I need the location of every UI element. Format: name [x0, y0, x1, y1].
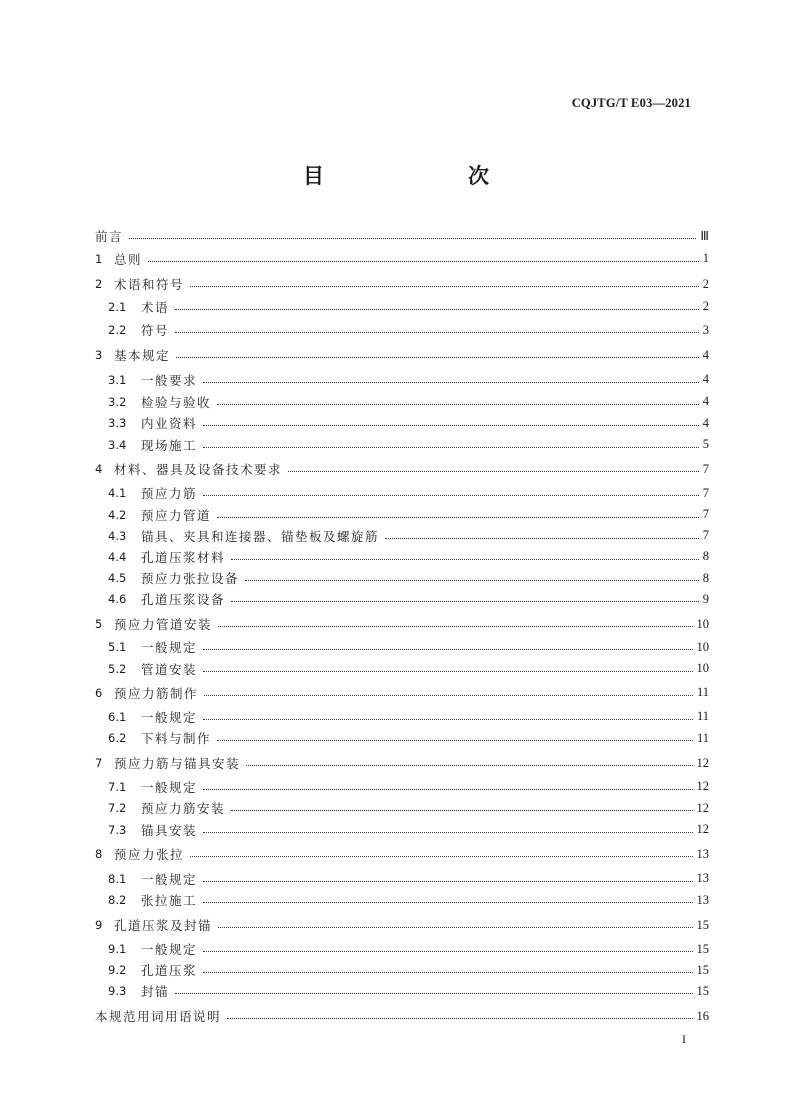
toc-page-number: 13 — [696, 846, 709, 861]
toc-section-entry[interactable] — [95, 249, 709, 269]
toc-entry-title: 孔道压浆材料 — [141, 549, 226, 565]
toc-entry-number: 5 — [95, 617, 103, 631]
toc-entry-number: 9.1 — [108, 942, 127, 956]
toc-entry-title: 现场施工 — [141, 437, 198, 453]
toc-entry-title: 预应力张拉 — [114, 847, 185, 862]
dot-leader — [190, 856, 692, 857]
toc-entry-number: 2.2 — [108, 323, 127, 337]
toc-entry-number: 3.2 — [108, 394, 127, 409]
toc-entry-number: 9.3 — [108, 984, 127, 998]
toc-page-number: 11 — [696, 685, 709, 699]
dot-leader — [203, 881, 692, 882]
toc-entry-title: 孔道压浆 — [141, 963, 198, 978]
toc-subsection-entry[interactable] — [108, 820, 709, 840]
toc-subsection-entry[interactable] — [108, 869, 709, 889]
toc-entry-title: 一般要求 — [141, 372, 198, 388]
toc-page-number: 8 — [702, 570, 709, 585]
toc-entry-title: 预应力筋安装 — [141, 801, 226, 816]
dot-leader — [203, 447, 699, 448]
toc-entry-title: 孔道压浆及封锚 — [114, 918, 213, 933]
toc-entry-title: 本规范用词用语说明 — [95, 1009, 222, 1024]
dot-leader — [217, 517, 699, 518]
toc-section-entry[interactable] — [95, 226, 709, 246]
toc-entry-number: 6.1 — [108, 709, 127, 724]
toc-subsection-entry[interactable] — [108, 981, 709, 1001]
toc-page-number: 15 — [696, 962, 709, 977]
dot-leader — [246, 765, 692, 766]
toc-entry-title: 预应力管道 — [141, 507, 212, 523]
toc-entry-number: 4.2 — [108, 507, 127, 522]
page-title: 目 次 — [303, 163, 523, 188]
toc-page-number: 12 — [696, 779, 709, 793]
dot-leader — [203, 382, 699, 383]
dot-leader — [203, 951, 692, 952]
toc-entry-title: 锚具安装 — [141, 822, 198, 838]
dot-leader — [204, 695, 693, 696]
toc-subsection-entry[interactable] — [108, 960, 709, 980]
toc-subsection-entry[interactable] — [108, 637, 709, 657]
toc-entry-number: 8 — [95, 847, 103, 861]
toc-entry-number: 4.1 — [108, 486, 127, 500]
page-number: I — [682, 1032, 686, 1046]
dot-leader — [203, 719, 693, 720]
toc-page-number: 13 — [696, 892, 709, 907]
dot-leader — [231, 810, 692, 811]
toc-entry-title: 符号 — [141, 323, 170, 338]
toc-subsection-entry[interactable] — [108, 890, 709, 910]
toc-entry-number: 9 — [95, 918, 103, 932]
toc-page-number: 15 — [696, 917, 709, 932]
toc-entry-number: 3.3 — [108, 416, 127, 430]
dot-leader — [385, 538, 699, 539]
toc-subsection-entry[interactable] — [108, 435, 709, 455]
toc-entry-number: 8.1 — [108, 871, 127, 886]
toc-section-entry[interactable] — [95, 345, 709, 365]
toc-entry-title: 一般规定 — [141, 779, 198, 795]
toc-page-number: 2 — [702, 299, 709, 313]
toc-subsection-entry[interactable] — [108, 413, 709, 433]
toc-entry-title: 张拉施工 — [141, 893, 198, 908]
toc-entry-number: 7.1 — [108, 779, 127, 794]
toc-subsection-entry[interactable] — [108, 798, 709, 818]
dot-leader — [203, 495, 699, 496]
toc-entry-title: 管道安装 — [141, 661, 198, 677]
toc-entry-number: 3 — [95, 348, 103, 362]
toc-page-number: 16 — [696, 1008, 709, 1023]
toc-entry-title: 预应力筋 — [141, 486, 198, 501]
toc-page-number: 15 — [696, 983, 709, 998]
toc-subsection-entry[interactable] — [108, 483, 709, 503]
toc-subsection-entry[interactable] — [108, 659, 709, 679]
toc-page-number: 1 — [702, 251, 709, 266]
toc-entry-number: 4.3 — [108, 528, 127, 543]
toc-subsection-entry[interactable] — [108, 392, 709, 412]
toc-page-number: 2 — [702, 276, 709, 291]
dot-leader — [129, 238, 696, 239]
toc-entry-title: 预应力筋与锚具安装 — [114, 756, 241, 771]
toc-subsection-entry[interactable] — [108, 728, 709, 748]
toc-subsection-entry[interactable] — [108, 589, 709, 609]
toc-entry-title: 预应力筋制作 — [114, 685, 199, 701]
toc-page-number: 7 — [702, 507, 709, 521]
dot-leader — [288, 471, 699, 472]
toc-page-number: 8 — [702, 549, 709, 563]
toc-entry-title: 术语和符号 — [114, 277, 185, 292]
toc-page-number: 4 — [702, 372, 709, 386]
toc-entry-number: 8.2 — [108, 893, 127, 907]
toc-entry-number: 4.4 — [108, 549, 127, 564]
toc-subsection-entry[interactable] — [108, 707, 709, 727]
toc-entry-number: 6.2 — [108, 731, 127, 745]
toc-page-number: Ⅲ — [700, 229, 709, 243]
toc-section-entry[interactable] — [95, 915, 709, 935]
dot-leader — [148, 261, 699, 262]
toc-entry-title: 一般规定 — [141, 640, 198, 655]
toc-entry-number: 7.2 — [108, 801, 127, 815]
toc-entry-number: 4.5 — [108, 571, 127, 585]
toc-entry-title: 下料与制作 — [141, 731, 212, 746]
toc-entry-title: 封锚 — [141, 984, 170, 999]
toc-entry-number: 2.1 — [108, 299, 127, 314]
toc-page-number: 9 — [702, 591, 709, 606]
toc-entry-title: 预应力张拉设备 — [141, 571, 240, 586]
toc-entry-title: 内业资料 — [141, 416, 198, 431]
toc-page-number: 10 — [696, 616, 709, 631]
toc-subsection-entry[interactable] — [108, 320, 709, 340]
toc-subsection-entry[interactable] — [108, 505, 709, 525]
dot-leader — [217, 404, 699, 405]
toc-entry-number: 9.2 — [108, 963, 127, 977]
toc-entry-number: 3.1 — [108, 372, 127, 387]
toc-page-number: 7 — [702, 528, 709, 542]
toc-entry-number: 6 — [95, 685, 103, 700]
toc-entry-number: 2 — [95, 277, 103, 291]
dot-leader — [203, 902, 692, 903]
toc-section-entry[interactable] — [95, 1006, 709, 1026]
toc-entry-number: 7 — [95, 756, 103, 770]
toc-entry-title: 一般规定 — [141, 709, 198, 725]
toc-entry-number: 3.4 — [108, 437, 127, 452]
dot-leader — [217, 740, 693, 741]
toc-section-entry[interactable] — [95, 753, 709, 773]
toc-entry-title: 前言 — [95, 229, 124, 244]
toc-subsection-entry[interactable] — [108, 370, 709, 390]
standard-code: CQJTG/T E03—2021 — [571, 96, 691, 110]
dot-leader — [175, 309, 699, 310]
toc-section-entry[interactable] — [95, 683, 709, 703]
toc-page-number: 12 — [696, 800, 709, 815]
toc-subsection-entry[interactable] — [108, 547, 709, 567]
toc-page-number: 10 — [696, 639, 709, 654]
toc-entry-number: 7.3 — [108, 822, 127, 837]
toc-page-number: 4 — [702, 394, 709, 408]
dot-leader — [190, 286, 699, 287]
toc-page-number: 10 — [696, 661, 709, 675]
dot-leader — [218, 927, 692, 928]
toc-page-number: 13 — [696, 871, 709, 885]
toc-entry-number: 4.6 — [108, 592, 127, 606]
dot-leader — [231, 601, 699, 602]
toc-entry-number: 5.2 — [108, 661, 127, 676]
toc-subsection-entry[interactable] — [108, 526, 709, 546]
dot-leader — [203, 789, 692, 790]
dot-leader — [231, 559, 699, 560]
toc-section-entry[interactable] — [95, 274, 709, 294]
toc-page-number: 4 — [702, 347, 709, 362]
dot-leader — [203, 649, 692, 650]
dot-leader — [175, 332, 699, 333]
toc-page-number: 11 — [696, 709, 709, 723]
dot-leader — [203, 832, 692, 833]
toc-entry-title: 检验与验收 — [141, 394, 212, 410]
toc-entry-title: 基本规定 — [114, 348, 171, 363]
toc-page-number: 3 — [702, 322, 709, 337]
toc-entry-title: 孔道压浆设备 — [141, 592, 226, 607]
toc-entry-number: 5.1 — [108, 640, 127, 654]
toc-page-number: 12 — [696, 822, 709, 836]
dot-leader — [218, 626, 692, 627]
toc-page-number: 5 — [702, 437, 709, 451]
toc-subsection-entry[interactable] — [108, 297, 709, 317]
toc-entry-title: 锚具、夹具和连接器、锚垫板及螺旋筋 — [141, 528, 380, 544]
toc-entry-title: 术语 — [141, 299, 170, 315]
toc-entry-title: 一般规定 — [141, 942, 198, 957]
dot-leader — [227, 1018, 692, 1019]
toc-page-number: 7 — [702, 485, 709, 500]
toc-page-number: 11 — [696, 730, 709, 745]
toc-page-number: 7 — [702, 461, 709, 476]
toc-page-number: 15 — [696, 941, 709, 956]
dot-leader — [203, 671, 692, 672]
toc-section-entry[interactable] — [95, 459, 709, 479]
toc-entry-number: 4 — [95, 462, 103, 476]
toc-section-entry[interactable] — [95, 614, 709, 634]
toc-subsection-entry[interactable] — [108, 777, 709, 797]
dot-leader — [175, 993, 692, 994]
dot-leader — [203, 425, 699, 426]
toc-entry-title: 材料、器具及设备技术要求 — [114, 462, 283, 477]
toc-page-number: 12 — [696, 755, 709, 770]
toc-entry-number: 1 — [95, 251, 103, 266]
toc-entry-title: 一般规定 — [141, 871, 198, 887]
toc-section-entry[interactable] — [95, 844, 709, 864]
toc-subsection-entry[interactable] — [108, 939, 709, 959]
toc-page-number: 4 — [702, 415, 709, 430]
dot-leader — [203, 972, 692, 973]
toc-entry-title: 总则 — [114, 251, 143, 267]
toc-entry-title: 预应力管道安装 — [114, 617, 213, 632]
dot-leader — [176, 357, 699, 358]
toc-subsection-entry[interactable] — [108, 568, 709, 588]
dot-leader — [245, 580, 699, 581]
